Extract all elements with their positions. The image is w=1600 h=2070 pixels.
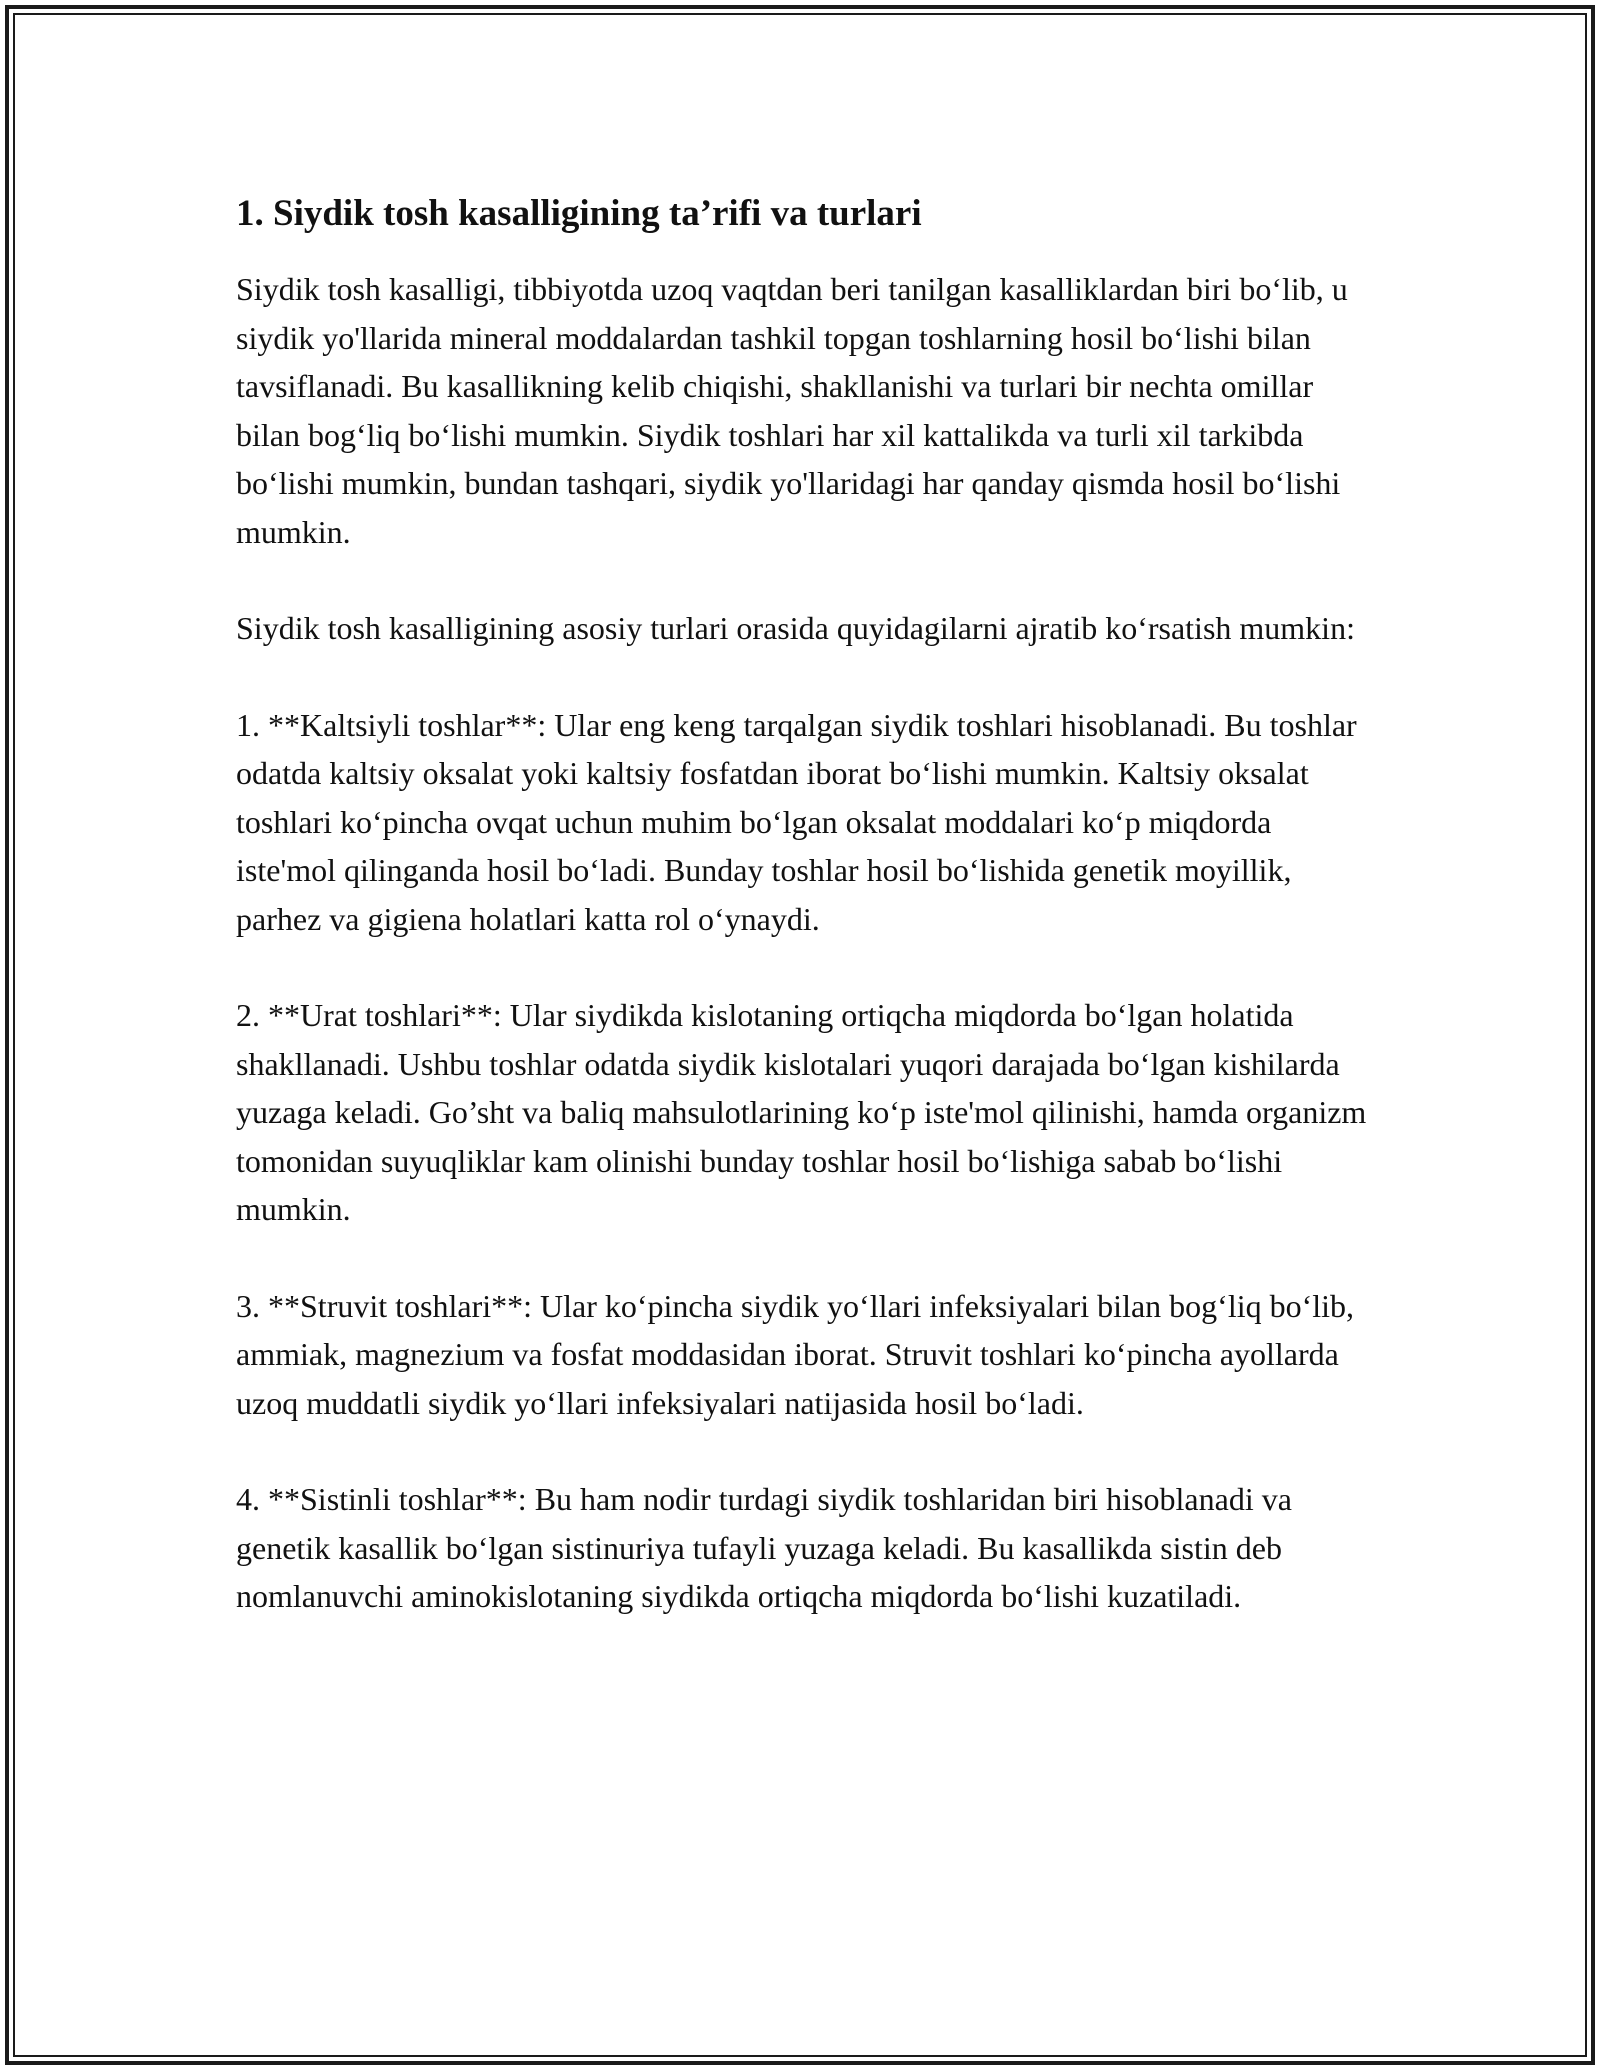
- list-item-calcium-stones: 1. **Kaltsiyli toshlar**: Ular eng keng tarqalgan siydik toshlari hisoblanadi. Bu toshlar odatda kaltsiy oksalat yoki kaltsiy fosfatdan iborat bo‘lishi mumkin. Kaltsiy oksalat toshlari ko‘pincha ovqat uchun muhim bo‘lgan oksalat moddalari ko‘p miqdorda iste'mol qilinganda hosil bo‘ladi. Bunday toshlar hosil bo‘lishida genetik moyillik, parhez va gigiena holatlari katta rol o‘ynaydi.: [236, 706, 1357, 937]
- section-heading: 1. Siydik tosh kasalligining ta’rifi va turlari: [236, 193, 922, 234]
- list-item-urate-stones: 2. **Urat toshlari**: Ular siydikda kislotaning ortiqcha miqdorda bo‘lgan holatida shakllanadi. Ushbu toshlar odatda siydik kislotalari yuqori darajada bo‘lgan kishilarda yuzaga keladi. Go’sht va baliq mahsulotlarining ko‘p iste'mol qilinishi, hamda organizm tomonidan suyuqliklar kam olinishi bunday toshlar hosil bo‘lishiga sabab bo‘lishi mumkin.: [236, 997, 1367, 1227]
- paragraph-definition: Siydik tosh kasalligi, tibbiyotda uzoq vaqtdan beri tanilgan kasalliklardan biri bo‘lib, u siydik yo'llarida mineral moddalardan tashkil topgan toshlarning hosil bo‘lishi bilan tavsiflanadi. Bu kasallikning kelib chiqishi, shakllanishi va turlari bir nechta omillar bilan bog‘liq bo‘lishi mumkin. Siydik toshlari har xil kattalikda va turli xil tarkibda bo‘lishi mumkin, bundan tashqari, siydik yo'llaridagi har qanday qismda hosil bo‘lishi mumkin.: [236, 271, 1348, 550]
- list-item-cystine-stones: 4. **Sistinli toshlar**: Bu ham nodir turdagi siydik toshlaridan biri hisoblanadi va genetik kasallik bo‘lgan sistinuriya tufayli yuzaga keladi. Bu kasallikda sistin deb nomlanuvchi aminokislotaning siydikda ortiqcha miqdorda bo‘lishi kuzatiladi.: [236, 1481, 1292, 1614]
- list-item-struvite-stones: 3. **Struvit toshlari**: Ular ko‘pincha siydik yo‘llari infeksiyalari bilan bog‘liq bo‘lib, ammiak, magnezium va fosfat moddasidan iborat. Struvit toshlari ko‘pincha ayollarda uzoq muddatli siydik yo‘llari infeksiyalari natijasida hosil bo‘ladi.: [236, 1287, 1355, 1421]
- paragraph-types-intro: Siydik tosh kasalligining asosiy turlari orasida quyidagilarni ajratib ko‘rsatish mumkin:: [236, 610, 1355, 646]
- document-body: [236, 185, 1376, 1669]
